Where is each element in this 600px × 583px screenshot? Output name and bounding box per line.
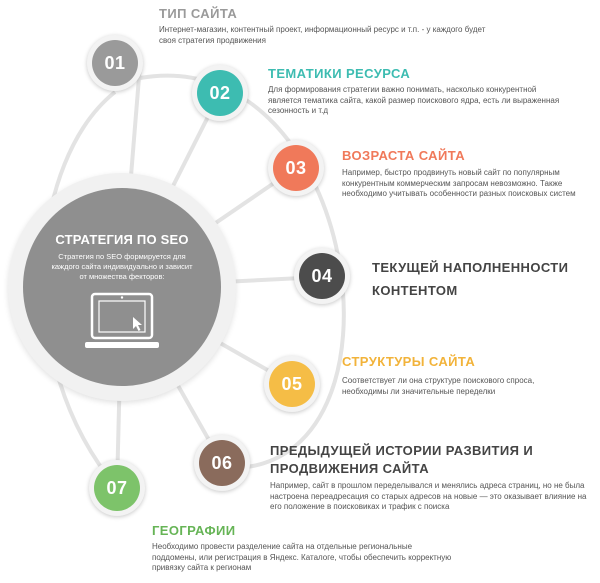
step-02-title: ТЕМАТИКИ РЕСУРСА [268, 66, 411, 81]
step-05-title: СТРУКТУРЫ САЙТА [342, 354, 476, 369]
step-02-number: 02 [197, 70, 243, 116]
step-06-badge [194, 435, 250, 491]
step-03-badge [268, 140, 324, 196]
step-06-title: ПРЕДЫДУЩЕЙ ИСТОРИИ РАЗВИТИЯ И ПРОДВИЖЕНИЯ САЙТА [270, 443, 534, 476]
step-02-description: Для формирования стратегии важно понимать, насколько конкурентной является тематика сайта, какой размер поискового ядра, есть ли выраженная сезонность и т.д [268, 85, 560, 115]
step-07-badge [89, 460, 145, 516]
step-01-description: Интернет-магазин, контентный проект, информационный ресурс и т.п. - у каждого будет своя стратегия продвижения [159, 25, 486, 45]
strategy-hub-core [23, 188, 221, 386]
step-02-badge [192, 65, 248, 121]
step-07-number: 07 [94, 465, 140, 511]
step-05-badge [264, 356, 320, 412]
step-01-badge [87, 35, 143, 91]
step-03-number: 03 [273, 145, 319, 191]
step-04-badge [294, 248, 350, 304]
step-05-number: 05 [269, 361, 315, 407]
step-03-title: ВОЗРАСТА САЙТА [342, 148, 466, 163]
step-03-description: Например, быстро продвинуть новый сайт по популярным конкурентным коммерческим запросам невозможно. Также необходимо учитывать особенности разных поисковых систем [342, 168, 576, 198]
step-04-number: 04 [299, 253, 345, 299]
step-01-number: 01 [92, 40, 138, 86]
step-06-description: Например, сайт в прошлом переделывался и менялись адреса страниц, но не была настроена переадресация со старых адресов на новые — это оказывает влияние на его положение в поисковиках и трафик с поиска [270, 481, 587, 511]
hub-description: Стратегия по SEO формируется для каждого сайта индивидуально и зависит от множества фекторов: [51, 252, 193, 281]
step-06-number: 06 [199, 440, 245, 486]
step-07-description: Необходимо провести разделение сайта на отдельные региональные поддомены, или регистрация в Яндекс. Каталоге, чтобы обеспечить корректную привязку сайта к регионам [152, 542, 452, 572]
step-04-title: ТЕКУЩЕЙ НАПОЛНЕННОСТИ КОНТЕНТОМ [372, 260, 569, 298]
step-05-description: Соответствует ли она структуре поискового спроса, необходимы ли значительные переделки [342, 376, 535, 396]
hub-title: СТРАТЕГИЯ ПО SEO [55, 232, 189, 247]
step-01-title: ТИП САЙТА [159, 6, 238, 21]
step-07-title: ГЕОГРАФИИ [152, 523, 236, 538]
laptop-cursor-icon [85, 292, 159, 354]
strategy-hub [8, 173, 236, 401]
